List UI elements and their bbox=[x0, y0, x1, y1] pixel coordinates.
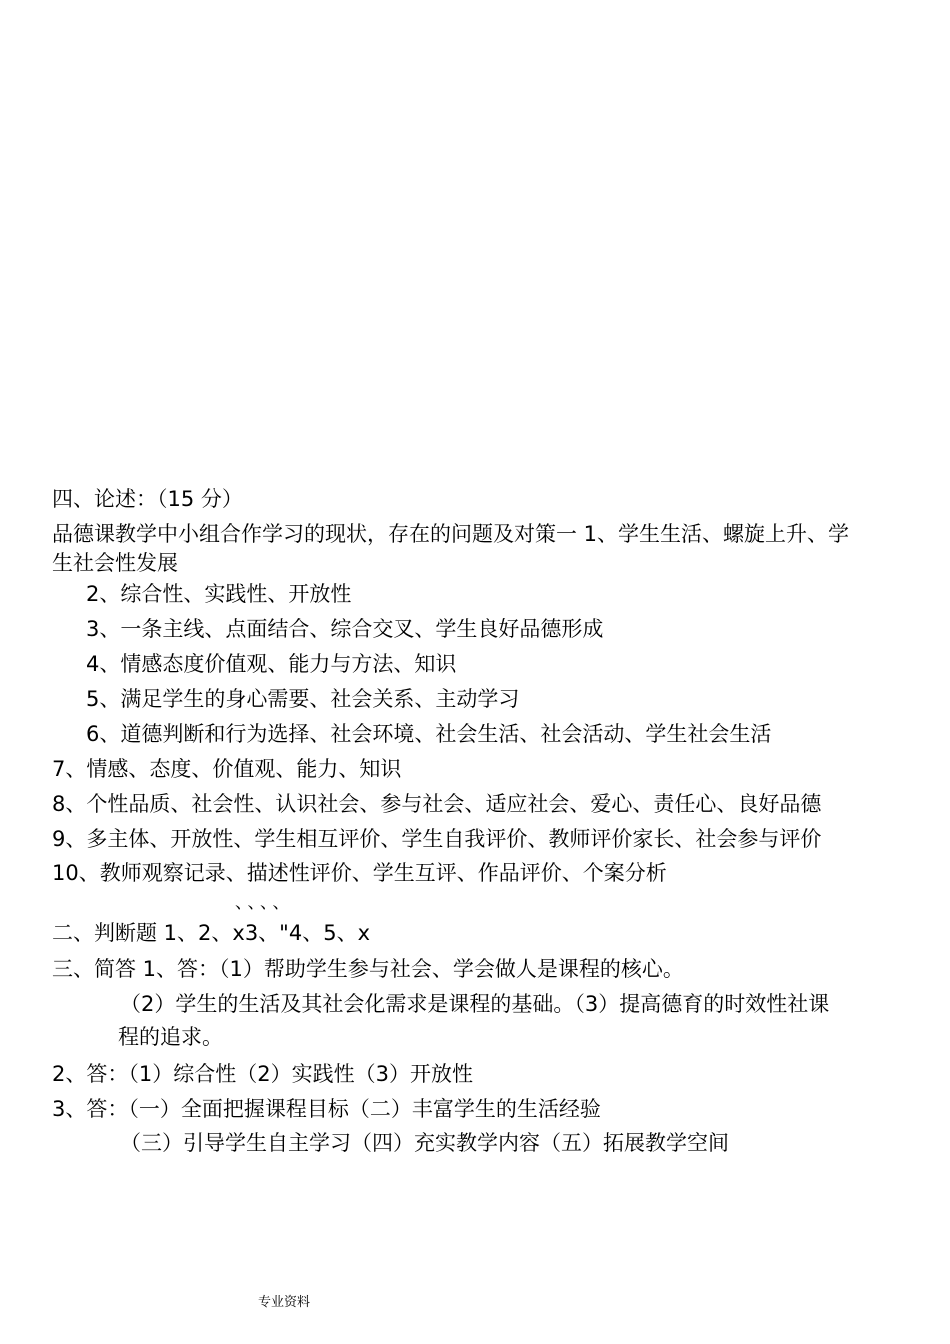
section-3-answer-2: 2、答：（1）综合性（2）实践性（3）开放性 bbox=[52, 1062, 473, 1086]
answer-item-5: 5、满足学生的身心需要、社会关系、主动学习 bbox=[86, 687, 520, 711]
section-3-answer-1-line-1: 三、简答 1、答：（1）帮助学生参与社会、学会做人是课程的核心。 bbox=[52, 957, 684, 981]
essay-paragraph-line-1: 品德课教学中小组合作学习的现状，存在的问题及对策一 1、学生生活、螺旋上升、学 bbox=[52, 522, 850, 546]
answer-item-7: 7、情感、态度、价值观、能力、知识 bbox=[52, 757, 402, 781]
section-2-judgment: 二、判断题 1、2、x3、"4、5、x bbox=[52, 921, 370, 945]
page-footer: 专业资料 bbox=[258, 1295, 311, 1310]
section-4-heading: 四、论述：（15 分） bbox=[52, 487, 243, 511]
section-3-answer-1-line-2: （2）学生的生活及其社会化需求是课程的基础。（3）提高德育的时效性社课 bbox=[120, 992, 830, 1016]
stray-punctuation-marks: 、、、、 bbox=[235, 893, 294, 913]
answer-item-6: 6、道德判断和行为选择、社会环境、社会生活、社会活动、学生社会生活 bbox=[86, 722, 772, 746]
answer-item-8: 8、个性品质、社会性、认识社会、参与社会、适应社会、爱心、责任心、良好品德 bbox=[52, 792, 822, 816]
answer-item-3: 3、一条主线、点面结合、综合交叉、学生良好品德形成 bbox=[86, 617, 604, 641]
section-3-answer-3-line-1: 3、答：（一）全面把握课程目标（二）丰富学生的生活经验 bbox=[52, 1097, 601, 1121]
answer-item-4: 4、情感态度价值观、能力与方法、知识 bbox=[86, 652, 457, 676]
section-3-answer-3-line-2: （三）引导学生自主学习（四）充实教学内容（五）拓展教学空间 bbox=[120, 1131, 729, 1155]
answer-item-2: 2、综合性、实践性、开放性 bbox=[86, 582, 352, 606]
section-3-answer-1-line-3: 程的追求。 bbox=[118, 1025, 223, 1049]
essay-paragraph-line-2: 生社会性发展 bbox=[52, 551, 178, 575]
answer-item-10: 10、教师观察记录、描述性评价、学生互评、作品评价、个案分析 bbox=[52, 861, 667, 885]
answer-item-9: 9、多主体、开放性、学生相互评价、学生自我评价、教师评价家长、社会参与评价 bbox=[52, 827, 822, 851]
